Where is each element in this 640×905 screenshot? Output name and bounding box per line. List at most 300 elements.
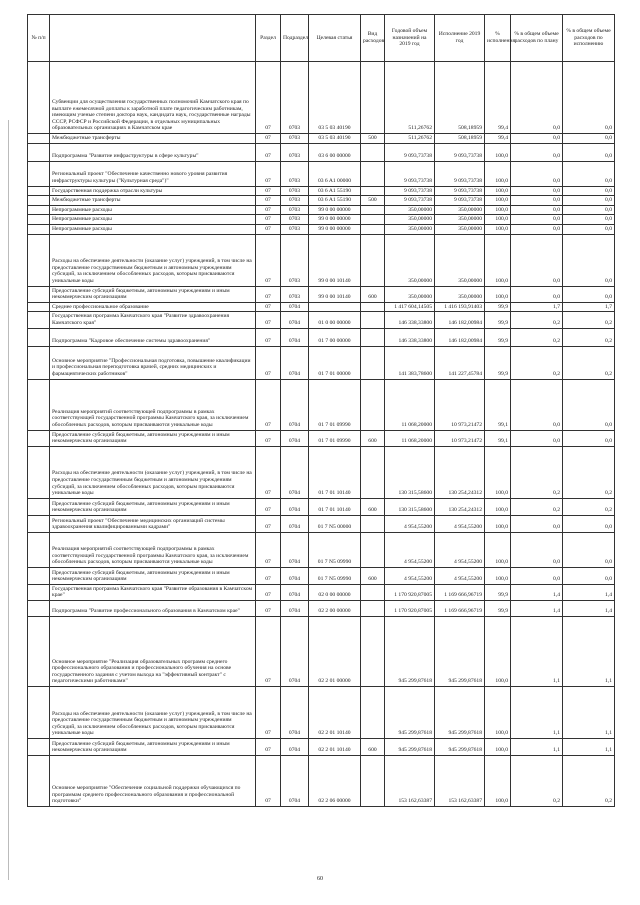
row-share-plan: 1,1 bbox=[511, 738, 563, 755]
row-percent: 100,0 bbox=[485, 196, 511, 206]
row-vid bbox=[361, 532, 385, 567]
row-target-code: 99 0 00 00000 bbox=[309, 215, 361, 225]
row-planned: 350,00000 bbox=[385, 286, 435, 302]
row-percent: 100,0 bbox=[485, 286, 511, 302]
row-podrazdel: 0703 bbox=[281, 215, 309, 225]
row-vid bbox=[361, 224, 385, 234]
header-executed: Исполнение 2019 год bbox=[435, 15, 485, 62]
row-name: Предоставление субсидий бюджетным, автономным учреждениям и иным некоммерческим организациям bbox=[50, 498, 256, 515]
row-vid bbox=[361, 379, 385, 430]
row-vid bbox=[361, 161, 385, 186]
row-percent: 100,0 bbox=[485, 446, 511, 498]
row-name: Расходы на обеспечение деятельности (оказание услуг) учреждений, в том числе на предоставление государственным бюджетным и автономным учреждениям субсидий, за исключением обособленных расходов, которым присваиваются уникальные коды bbox=[50, 446, 256, 498]
row-podrazdel: 0703 bbox=[281, 234, 309, 286]
table-row bbox=[28, 584, 615, 600]
row-razdel: 07 bbox=[256, 328, 281, 346]
row-num-cell bbox=[28, 738, 50, 755]
row-razdel: 07 bbox=[256, 738, 281, 755]
row-planned: 11 068,20000 bbox=[385, 379, 435, 430]
row-num-cell bbox=[28, 379, 50, 430]
row-name: Субвенции для осуществления государственных полномочий Камчатского края по выплате ежемесячной доплаты к заработной плате педагогическим работникам, имеющим ученые степени доктора наук, кандидата наук, государственные награды СССР, РСФСР и Российской Федерации, в отдельных муниципальных образовательных организациях в Камчатском крае bbox=[50, 62, 256, 134]
row-executed: 141 227,45784 bbox=[435, 346, 485, 379]
row-share-plan: 0,0 bbox=[511, 186, 563, 196]
row-razdel: 07 bbox=[256, 143, 281, 161]
row-share-exec: 0,0 bbox=[563, 215, 615, 225]
row-num-cell bbox=[28, 430, 50, 446]
row-planned: 511,26762 bbox=[385, 62, 435, 134]
row-percent: 100,0 bbox=[485, 143, 511, 161]
row-executed: 945 299,87618 bbox=[435, 686, 485, 738]
row-share-plan: 0,0 bbox=[511, 62, 563, 134]
row-podrazdel: 0703 bbox=[281, 62, 309, 134]
row-num-cell bbox=[28, 498, 50, 515]
row-share-exec: 0,0 bbox=[563, 234, 615, 286]
row-num-cell bbox=[28, 312, 50, 328]
header-target: Целевая статья bbox=[309, 15, 361, 62]
table-row bbox=[28, 600, 615, 616]
row-planned: 1 170 920,87005 bbox=[385, 584, 435, 600]
row-planned: 4 954,55200 bbox=[385, 515, 435, 532]
row-name: Государственная программа Камчатского края "Развитие здравоохранения Камчатского края" bbox=[50, 312, 256, 328]
row-num-cell bbox=[28, 532, 50, 567]
row-executed: 10 973,21472 bbox=[435, 430, 485, 446]
row-num-cell bbox=[28, 161, 50, 186]
table-row bbox=[28, 205, 615, 215]
row-share-exec: 0,0 bbox=[563, 134, 615, 144]
row-share-exec: 0,0 bbox=[563, 430, 615, 446]
table-row bbox=[28, 567, 615, 584]
row-executed: 350,00000 bbox=[435, 215, 485, 225]
row-share-exec: 0,0 bbox=[563, 143, 615, 161]
row-target-code: 99 0 00 10140 bbox=[309, 286, 361, 302]
row-podrazdel: 0703 bbox=[281, 186, 309, 196]
row-target-code: 03 5 03 40190 bbox=[309, 62, 361, 134]
row-num-cell bbox=[28, 215, 50, 225]
row-percent: 100,0 bbox=[485, 205, 511, 215]
row-planned: 130 315,58600 bbox=[385, 498, 435, 515]
row-percent: 99,1 bbox=[485, 379, 511, 430]
row-share-exec: 0,2 bbox=[563, 312, 615, 328]
row-percent: 99,9 bbox=[485, 302, 511, 312]
row-planned: 141 383,78600 bbox=[385, 346, 435, 379]
row-planned: 350,00000 bbox=[385, 205, 435, 215]
budget-table bbox=[27, 14, 615, 807]
row-share-plan: 0,2 bbox=[511, 446, 563, 498]
table-row bbox=[28, 430, 615, 446]
row-target-code: 99 0 00 00000 bbox=[309, 205, 361, 215]
row-podrazdel: 0703 bbox=[281, 205, 309, 215]
table-row bbox=[28, 143, 615, 161]
row-share-plan: 0,0 bbox=[511, 196, 563, 206]
row-share-exec: 0,2 bbox=[563, 755, 615, 806]
row-target-code: 02 2 01 10140 bbox=[309, 738, 361, 755]
row-executed: 350,00000 bbox=[435, 234, 485, 286]
row-share-plan: 0,2 bbox=[511, 498, 563, 515]
row-vid bbox=[361, 205, 385, 215]
row-podrazdel: 0704 bbox=[281, 584, 309, 600]
row-num-cell bbox=[28, 286, 50, 302]
row-razdel: 07 bbox=[256, 532, 281, 567]
row-num-cell bbox=[28, 616, 50, 686]
row-share-plan: 0,0 bbox=[511, 379, 563, 430]
row-vid bbox=[361, 215, 385, 225]
row-percent: 99,1 bbox=[485, 430, 511, 446]
row-planned: 511,26762 bbox=[385, 134, 435, 144]
row-vid bbox=[361, 616, 385, 686]
row-razdel: 07 bbox=[256, 446, 281, 498]
row-planned: 146 338,33800 bbox=[385, 328, 435, 346]
row-share-plan: 0,2 bbox=[511, 346, 563, 379]
row-num-cell bbox=[28, 584, 50, 600]
row-name: Государственная программа Камчатского края "Развитие образования в Камчатском крае" bbox=[50, 584, 256, 600]
table-row bbox=[28, 498, 615, 515]
row-executed: 350,00000 bbox=[435, 286, 485, 302]
row-name: Предоставление субсидий бюджетным, автономным учреждениям и иным некоммерческим организациям bbox=[50, 286, 256, 302]
row-share-plan: 0,0 bbox=[511, 205, 563, 215]
row-name: Реализация мероприятий соответствующей подпрограммы в рамках соответствующей государственной программы Камчатского края, за исключением обособленных расходов, которым присваиваются уникальные коды bbox=[50, 532, 256, 567]
row-percent: 100,0 bbox=[485, 224, 511, 234]
row-vid bbox=[361, 186, 385, 196]
row-percent: 100,0 bbox=[485, 738, 511, 755]
row-target-code: 01 7 01 10140 bbox=[309, 498, 361, 515]
row-podrazdel: 0704 bbox=[281, 567, 309, 584]
row-planned: 9 093,73738 bbox=[385, 143, 435, 161]
table-row bbox=[28, 134, 615, 144]
budget-table-container bbox=[27, 14, 614, 807]
row-name: Непрограммные расходы bbox=[50, 205, 256, 215]
row-razdel: 07 bbox=[256, 196, 281, 206]
row-podrazdel: 0703 bbox=[281, 134, 309, 144]
row-razdel: 07 bbox=[256, 498, 281, 515]
row-name: Межбюджетные трансферты bbox=[50, 196, 256, 206]
table-row bbox=[28, 215, 615, 225]
row-target-code: 01 7 N5 09990 bbox=[309, 567, 361, 584]
row-share-exec: 1,1 bbox=[563, 686, 615, 738]
row-target-code: 99 0 00 00000 bbox=[309, 224, 361, 234]
row-name: Реализация мероприятий соответствующей подпрограммы в рамках соответствующей государственной программы Камчатского края, за исключением обособленных расходов, которым присваиваются уникальные коды bbox=[50, 379, 256, 430]
row-target-code: 01 7 00 00000 bbox=[309, 328, 361, 346]
row-executed: 9 093,73738 bbox=[435, 161, 485, 186]
header-razdel: Раздел bbox=[256, 15, 281, 62]
row-podrazdel: 0704 bbox=[281, 616, 309, 686]
header-share-exec: % в общем объеме расходов по исполнению bbox=[563, 15, 615, 62]
row-num-cell bbox=[28, 234, 50, 286]
row-share-plan: 0,0 bbox=[511, 215, 563, 225]
row-vid: 600 bbox=[361, 498, 385, 515]
table-row bbox=[28, 616, 615, 686]
row-razdel: 07 bbox=[256, 205, 281, 215]
row-podrazdel: 0704 bbox=[281, 498, 309, 515]
row-name: Расходы на обеспечение деятельности (оказание услуг) учреждений, в том числе на предоставление государственным бюджетным и автономным учреждениям субсидий, за исключением обособленных расходов, которым присваиваются уникальные коды bbox=[50, 686, 256, 738]
header-name bbox=[50, 15, 256, 62]
row-name: Основное мероприятие "Обеспечение социальной поддержки обучающихся по программам среднего профессионального образования и профессиональной подготовки" bbox=[50, 755, 256, 806]
row-executed: 9 093,73738 bbox=[435, 196, 485, 206]
row-podrazdel: 0704 bbox=[281, 600, 309, 616]
row-share-exec: 0,0 bbox=[563, 186, 615, 196]
row-podrazdel: 0703 bbox=[281, 196, 309, 206]
row-target-code: 02 0 00 00000 bbox=[309, 584, 361, 600]
row-razdel: 07 bbox=[256, 186, 281, 196]
row-percent: 100,0 bbox=[485, 616, 511, 686]
row-podrazdel: 0704 bbox=[281, 515, 309, 532]
row-percent: 100,0 bbox=[485, 532, 511, 567]
row-name: Региональный проект "Обеспечение качественно нового уровня развития инфраструктуры культуры ("Культурная среда")" bbox=[50, 161, 256, 186]
row-vid: 600 bbox=[361, 430, 385, 446]
row-share-plan: 0,0 bbox=[511, 224, 563, 234]
row-target-code: 01 7 N5 09990 bbox=[309, 532, 361, 567]
row-executed: 10 973,21472 bbox=[435, 379, 485, 430]
row-planned: 1 170 920,87005 bbox=[385, 600, 435, 616]
row-executed: 4 954,55200 bbox=[435, 532, 485, 567]
row-share-plan: 0,0 bbox=[511, 430, 563, 446]
table-header-row bbox=[28, 15, 615, 62]
row-planned: 4 954,55200 bbox=[385, 567, 435, 584]
table-row bbox=[28, 346, 615, 379]
row-share-plan: 0,2 bbox=[511, 755, 563, 806]
row-target-code: 01 7 01 09990 bbox=[309, 379, 361, 430]
row-vid bbox=[361, 755, 385, 806]
row-planned: 153 162,63387 bbox=[385, 755, 435, 806]
row-executed: 1 416 193,91403 bbox=[435, 302, 485, 312]
row-razdel: 07 bbox=[256, 302, 281, 312]
row-percent: 100,0 bbox=[485, 215, 511, 225]
row-vid bbox=[361, 515, 385, 532]
scan-edge-line bbox=[8, 120, 9, 880]
row-vid bbox=[361, 312, 385, 328]
table-row bbox=[28, 62, 615, 134]
row-planned: 1 417 604,14505 bbox=[385, 302, 435, 312]
row-share-exec: 0,0 bbox=[563, 161, 615, 186]
row-num-cell bbox=[28, 224, 50, 234]
row-executed: 945 299,87618 bbox=[435, 738, 485, 755]
row-razdel: 07 bbox=[256, 600, 281, 616]
row-planned: 130 315,58600 bbox=[385, 446, 435, 498]
row-num-cell bbox=[28, 205, 50, 215]
table-row bbox=[28, 686, 615, 738]
row-num-cell bbox=[28, 515, 50, 532]
row-razdel: 07 bbox=[256, 134, 281, 144]
row-executed: 508,18959 bbox=[435, 62, 485, 134]
row-name: Подпрограмма "Развитие профессионального образования в Камчатском крае" bbox=[50, 600, 256, 616]
row-razdel: 07 bbox=[256, 312, 281, 328]
row-name: Непрограммные расходы bbox=[50, 224, 256, 234]
row-percent: 100,0 bbox=[485, 498, 511, 515]
row-percent: 99,9 bbox=[485, 600, 511, 616]
row-vid: 500 bbox=[361, 196, 385, 206]
row-num-cell bbox=[28, 446, 50, 498]
row-num-cell bbox=[28, 143, 50, 161]
row-executed: 130 254,24312 bbox=[435, 446, 485, 498]
row-razdel: 07 bbox=[256, 234, 281, 286]
row-name: Основное мероприятие "Реализация образовательных программ среднего профессионального образования и профессионального обучения на основе государственного задания с учетом выхода на "эффективный контракт" с педагогическими работниками" bbox=[50, 616, 256, 686]
header-num: № п/п bbox=[28, 15, 50, 62]
row-razdel: 07 bbox=[256, 686, 281, 738]
row-name: Среднее профессиональное образование bbox=[50, 302, 256, 312]
row-razdel: 07 bbox=[256, 346, 281, 379]
row-planned: 945 299,87618 bbox=[385, 738, 435, 755]
row-podrazdel: 0704 bbox=[281, 346, 309, 379]
row-razdel: 07 bbox=[256, 567, 281, 584]
row-percent: 100,0 bbox=[485, 161, 511, 186]
row-num-cell bbox=[28, 302, 50, 312]
row-name: Основное мероприятие "Профессиональная подготовка, повышение квалификации и профессиональная переподготовка врачей, средних медицинских и фармацевтических работников" bbox=[50, 346, 256, 379]
row-share-exec: 0,0 bbox=[563, 379, 615, 430]
row-share-plan: 0,0 bbox=[511, 134, 563, 144]
row-target-code: 02 2 00 00000 bbox=[309, 600, 361, 616]
row-vid bbox=[361, 143, 385, 161]
row-planned: 9 093,73738 bbox=[385, 161, 435, 186]
row-executed: 1 169 666,96719 bbox=[435, 600, 485, 616]
row-share-plan: 0,0 bbox=[511, 515, 563, 532]
row-share-plan: 1,4 bbox=[511, 584, 563, 600]
row-share-plan: 0,0 bbox=[511, 161, 563, 186]
row-percent: 99,9 bbox=[485, 312, 511, 328]
row-share-plan: 1,1 bbox=[511, 686, 563, 738]
table-row bbox=[28, 755, 615, 806]
row-share-exec: 1,1 bbox=[563, 616, 615, 686]
row-name: Предоставление субсидий бюджетным, автономным учреждениям и иным некоммерческим организациям bbox=[50, 738, 256, 755]
row-podrazdel: 0703 bbox=[281, 143, 309, 161]
row-name: Региональный проект "Обеспечение медицинских организаций системы здравоохранения квалифицированными кадрами" bbox=[50, 515, 256, 532]
row-percent: 99,4 bbox=[485, 134, 511, 144]
row-razdel: 07 bbox=[256, 224, 281, 234]
row-planned: 945 299,87618 bbox=[385, 616, 435, 686]
row-planned: 350,00000 bbox=[385, 224, 435, 234]
row-num-cell bbox=[28, 196, 50, 206]
row-executed: 508,18959 bbox=[435, 134, 485, 144]
row-percent: 100,0 bbox=[485, 567, 511, 584]
row-podrazdel: 0704 bbox=[281, 755, 309, 806]
row-share-exec: 0,0 bbox=[563, 224, 615, 234]
row-target-code: 01 0 00 00000 bbox=[309, 312, 361, 328]
table-row bbox=[28, 234, 615, 286]
table-row bbox=[28, 186, 615, 196]
row-num-cell bbox=[28, 686, 50, 738]
row-target-code: 02 2 06 00000 bbox=[309, 755, 361, 806]
table-row bbox=[28, 224, 615, 234]
row-podrazdel: 0704 bbox=[281, 302, 309, 312]
row-num-cell bbox=[28, 755, 50, 806]
table-row bbox=[28, 515, 615, 532]
row-executed: 146 182,00984 bbox=[435, 312, 485, 328]
row-name: Непрограммные расходы bbox=[50, 215, 256, 225]
row-planned: 11 068,20000 bbox=[385, 430, 435, 446]
row-percent: 100,0 bbox=[485, 755, 511, 806]
row-razdel: 07 bbox=[256, 515, 281, 532]
row-num-cell bbox=[28, 567, 50, 584]
row-razdel: 07 bbox=[256, 62, 281, 134]
row-share-exec: 0,0 bbox=[563, 196, 615, 206]
row-vid bbox=[361, 446, 385, 498]
row-razdel: 07 bbox=[256, 616, 281, 686]
row-vid bbox=[361, 686, 385, 738]
table-row bbox=[28, 312, 615, 328]
row-share-exec: 1,4 bbox=[563, 584, 615, 600]
row-podrazdel: 0704 bbox=[281, 430, 309, 446]
row-name: Расходы на обеспечение деятельности (оказание услуг) учреждений, в том числе на предоставление государственным бюджетным и автономным учреждениям субсидий, за исключением обособленных расходов, которым присваиваются уникальные коды bbox=[50, 234, 256, 286]
table-row bbox=[28, 532, 615, 567]
row-name: Подпрограмма "Кадровое обеспечение системы здравоохранения" bbox=[50, 328, 256, 346]
row-percent: 100,0 bbox=[485, 686, 511, 738]
row-executed: 1 169 666,96719 bbox=[435, 584, 485, 600]
row-target-code: 02 2 01 10140 bbox=[309, 686, 361, 738]
page-number: 60 bbox=[317, 876, 323, 882]
row-razdel: 07 bbox=[256, 161, 281, 186]
row-planned: 350,00000 bbox=[385, 234, 435, 286]
row-razdel: 07 bbox=[256, 379, 281, 430]
row-target-code: 01 7 01 09990 bbox=[309, 430, 361, 446]
row-razdel: 07 bbox=[256, 215, 281, 225]
table-row bbox=[28, 379, 615, 430]
row-share-exec: 0,0 bbox=[563, 286, 615, 302]
row-executed: 9 093,73738 bbox=[435, 186, 485, 196]
row-executed: 9 093,73738 bbox=[435, 143, 485, 161]
row-name: Государственная поддержка отрасли культуры bbox=[50, 186, 256, 196]
row-executed: 350,00000 bbox=[435, 224, 485, 234]
row-podrazdel: 0704 bbox=[281, 532, 309, 567]
row-share-plan: 1,7 bbox=[511, 302, 563, 312]
row-vid: 500 bbox=[361, 134, 385, 144]
row-razdel: 07 bbox=[256, 584, 281, 600]
row-share-exec: 0,0 bbox=[563, 515, 615, 532]
header-vid: Вид расходов bbox=[361, 15, 385, 62]
table-row bbox=[28, 446, 615, 498]
row-podrazdel: 0703 bbox=[281, 161, 309, 186]
row-share-plan: 0,0 bbox=[511, 286, 563, 302]
row-vid: 600 bbox=[361, 738, 385, 755]
row-percent: 99,9 bbox=[485, 328, 511, 346]
row-target-code bbox=[309, 302, 361, 312]
row-vid bbox=[361, 62, 385, 134]
row-share-exec: 0,0 bbox=[563, 205, 615, 215]
row-num-cell bbox=[28, 134, 50, 144]
row-target-code: 03 6 00 00000 bbox=[309, 143, 361, 161]
header-percent: % исполнения bbox=[485, 15, 511, 62]
row-target-code: 03 6 A1 00000 bbox=[309, 161, 361, 186]
row-target-code: 01 7 01 00000 bbox=[309, 346, 361, 379]
header-share-plan: % в общем объеме расходов по плану bbox=[511, 15, 563, 62]
row-share-exec: 0,2 bbox=[563, 446, 615, 498]
row-share-plan: 0,0 bbox=[511, 567, 563, 584]
row-planned: 4 954,55200 bbox=[385, 532, 435, 567]
row-executed: 130 254,24312 bbox=[435, 498, 485, 515]
row-vid bbox=[361, 328, 385, 346]
row-share-plan: 0,0 bbox=[511, 143, 563, 161]
row-num-cell bbox=[28, 328, 50, 346]
row-vid bbox=[361, 584, 385, 600]
row-podrazdel: 0704 bbox=[281, 328, 309, 346]
row-num-cell bbox=[28, 600, 50, 616]
row-percent: 100,0 bbox=[485, 234, 511, 286]
row-share-exec: 0,0 bbox=[563, 567, 615, 584]
row-share-exec: 1,7 bbox=[563, 302, 615, 312]
row-vid: 600 bbox=[361, 286, 385, 302]
row-name: Предоставление субсидий бюджетным, автономным учреждениям и иным некоммерческим организациям bbox=[50, 567, 256, 584]
row-num-cell bbox=[28, 62, 50, 134]
row-vid: 600 bbox=[361, 567, 385, 584]
row-target-code: 03 5 03 40190 bbox=[309, 134, 361, 144]
row-share-exec: 0,0 bbox=[563, 532, 615, 567]
row-share-plan: 0,2 bbox=[511, 328, 563, 346]
row-planned: 945 299,87618 bbox=[385, 686, 435, 738]
row-target-code: 03 6 A1 55190 bbox=[309, 196, 361, 206]
row-percent: 99,9 bbox=[485, 584, 511, 600]
row-name: Подпрограмма "Развитие инфраструктуры в сфере культуры" bbox=[50, 143, 256, 161]
row-podrazdel: 0703 bbox=[281, 286, 309, 302]
table-row bbox=[28, 302, 615, 312]
header-planned: Годовой объем назначений на 2019 год bbox=[385, 15, 435, 62]
row-planned: 9 093,73738 bbox=[385, 186, 435, 196]
